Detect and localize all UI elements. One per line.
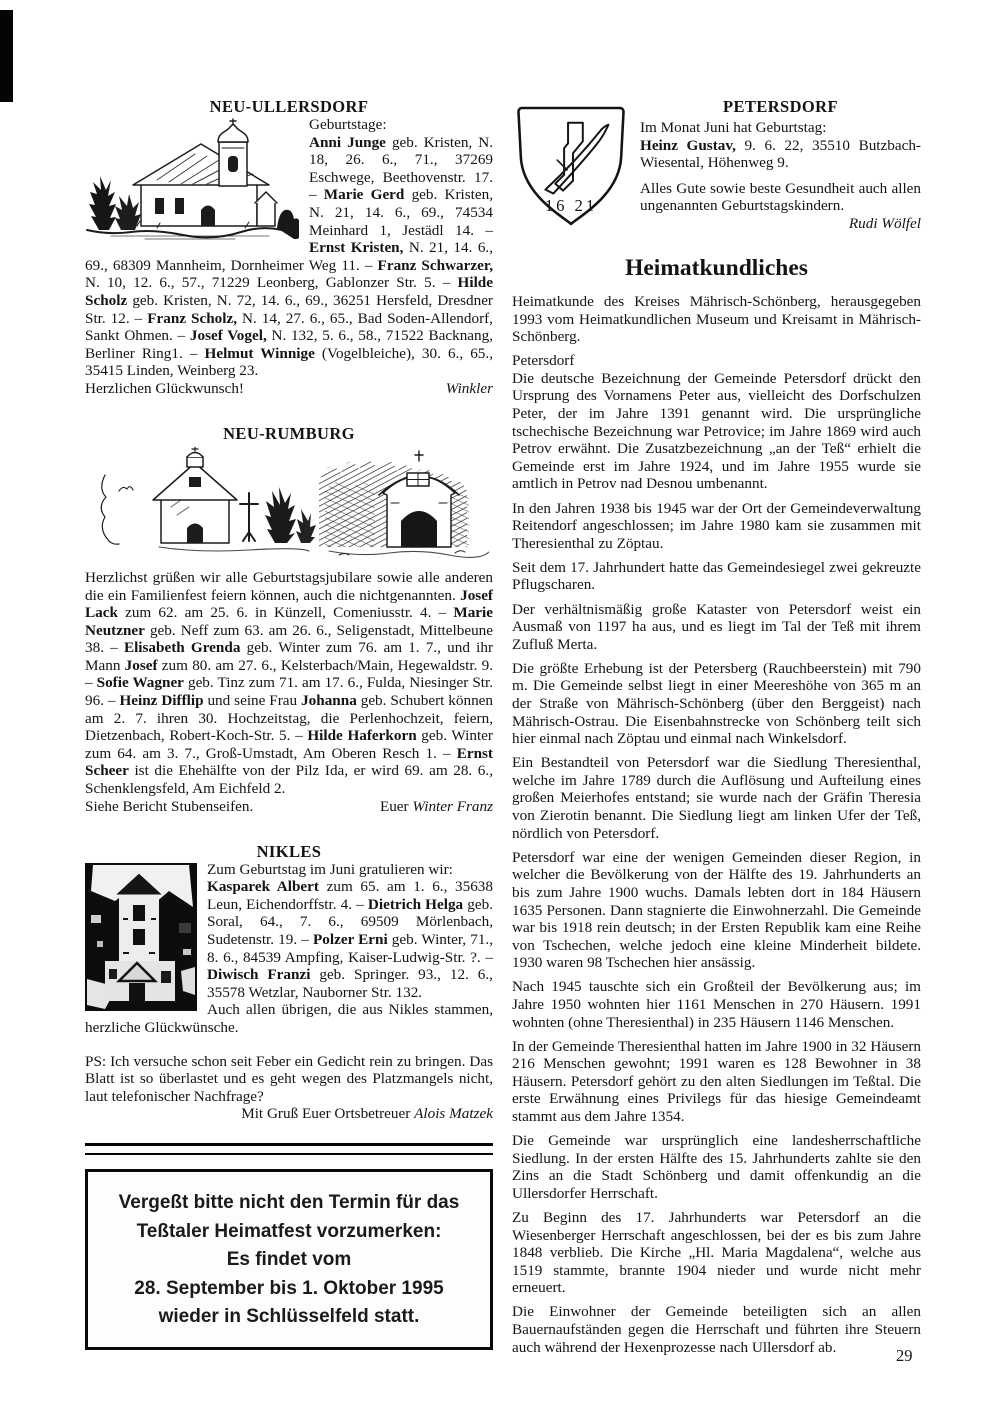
petersdorf-shield-icon <box>512 101 630 236</box>
paragraph-intro: Heimatkunde des Kreises Mährisch-Schönberg, herausgegeben 1993 vom Heimatkundlichen Museum und Kreisamt in Mährisch-Schönberg. <box>512 293 921 346</box>
announcement-line: Es findet vom <box>226 1249 352 1271</box>
paragraph: Seit dem 17. Jahrhundert hatte das Gemeindesiegel zwei gekreuzte Pflugscharen. <box>512 558 921 594</box>
neu-ullersdorf-church-illustration <box>85 118 299 245</box>
double-rule-divider <box>85 1143 493 1155</box>
neu-ullersdorf-closing-row <box>85 380 493 398</box>
nikles-lead: Zum Geburtstag im Juni gratulieren wir: <box>207 860 453 878</box>
heimatkundliches-title: Heimatkundliches <box>625 255 808 281</box>
paragraph: Der verhältnismäßig große Kataster von Petersdorf weist ein Ausmaß von 1197 ha aus, und es liegt im Tal der Teß mit ihrem Zufluß Merta. <box>512 600 921 653</box>
paragraph: Die Gemeinde war ursprünglich eine landesherrschaftliche Siedlung. In der ersten Hälfte des 15. Jahrhunderts zahlte sie den Zins an die Stadt Schönberg und damit offenkundig an die Ullersdorfer Herrschaft. <box>512 1132 921 1202</box>
paragraph: In der Gemeinde Theresienthal hatten im Jahre 1900 in 32 Häusern 216 Menschen gewohnt; 1991 waren es 128 Bewohner in 38 Häusern. Petersdorf gehört zu den alten Siedlungen im Teßtal. Die erste Erwähnung eines Privilegs für das hiesige Gemeindeamt stammt aus dem Jahre 1354. <box>512 1037 921 1126</box>
paragraph: In den Jahren 1938 bis 1945 war der Ort der Gemeindeverwaltung Reitendorf angeschlossen; im Jahre 1980 kam sie zusammen mit Theresienthal zu Zöptau. <box>512 499 921 552</box>
neu-ullersdorf-section <box>85 116 493 380</box>
neu-ullersdorf-birthday-list: Anni Junge geb. Kristen, N. 18, 26. 6., 71., 37269 Eschwege, Beethovenstr. 17. – Marie Gerd geb. Kristen, N. 21, 14. 6., 69., 74534 Meinhard 1, Jestädl 14. – Ernst Kristen, N. 21, 14. 6., 69., 68309 Mannheim, Dornheimer Weg 11. – Franz Schwarzer, N. 10, 12. 6., 57., 71229 Leonberg, Gablonzer Str. 5. – Hilde Scholz geb. Kristen, N. 72, 14. 6., 69., 36251 Hersfeld, Dresdner Str. 12. – Franz Scholz, N. 14, 27. 6., 65., Bad Soden-Allendorf, Sankt Ohmen. – Josef Vogel, N. 132, 5. 6., 58., 71522 Backnang, Berliner Ring1. – Helmut Winnige (Vogelbleiche), 30. 6., 65., 35415 Linden, Weinberg 23. <box>85 133 494 380</box>
section-title-neu-rumburg: NEU-RUMBURG <box>223 423 355 443</box>
paragraph: Die größte Erhebung ist der Petersberg (Rauchbeerstein) mit 790 m. Die Gemeinde selbst liegt in einer Meereshöhe von 365 m an der Straße von Mährisch-Schönberg (über den Berggeist) nach Mährisch-Ostrau. Die Eisenbahnstrecke von Schönberg teilt sich hier einmal nach Zöptau und einmal nach Winkelsdorf. <box>512 659 921 748</box>
paragraph: Ein Bestandteil von Petersdorf war die Siedlung Theresienthal, welche im Jahre 1789 durch die Auflösung und Aufteilung eines großen Meierhofes entstand; sie wurde nach der Gräfin Theresia von Zierotin benannt. Die Siedlung liegt am linken Ufer der Teß, nördlich von Petersdorf. <box>512 754 921 842</box>
paragraph: Zu Beginn des 17. Jahrhunderts war Petersdorf an die Wiesenberger Herrschaft angeschlossen, bei der es bis zum Jahre 1848 verblieb. Die Kirche „Hl. Maria Magdalena“, welche aus 1519 stammte, brannte 1904 nieder und wurde nicht mehr erneuert. <box>512 1209 921 1297</box>
shield-year-text: 16 21 <box>544 196 598 216</box>
petersdorf-label: Petersdorf <box>512 352 575 370</box>
birthdays-lead: Geburtstage: <box>309 116 387 133</box>
nikles-signature-row: Mit Gruß Euer Ortsbetreuer Alois Matzek <box>241 1105 493 1123</box>
paragraph: Nach 1945 tauschte sich ein Großteil der Bevölkerung aus; im Jahre 1950 wohnten hier 1161 Menschen in 270 Häusern. 1991 wohnten (ohne Theresienthal) in 235 Häusern 1146 Menschen. <box>512 978 921 1031</box>
closing-text: Herzlichen Glückwunsch! <box>85 379 244 397</box>
heimatfest-announcement-box <box>85 1169 493 1350</box>
announcement-line: wieder in Schlüsselfeld statt. <box>158 1306 420 1328</box>
closing-text: Siehe Bericht Stubenseifen. <box>85 797 254 815</box>
nikles-church-photo <box>85 863 197 1016</box>
scan-artifact-mark <box>0 10 13 102</box>
section-title-neu-ullersdorf: NEU-ULLERSDORF <box>209 97 369 116</box>
neu-rumburg-birthday-list: Herzlichst grüßen wir alle Geburtstagsjubilare sowie alle anderen die ein Familienfest feiern können, auch die nichtgenannten. Josef Lack zum 62. am 25. 6. in Künzell, Comeniusstr. 4. – Marie Neutzner geb. Neff zum 63. am 26. 6., Seligenstadt, Mittelbeune 38. – Elisabeth Grenda geb. Winter zum 76. am 1. 7., und ihr Mann Josef zum 80. am 27. 6., Kelsterbach/Main, Hegewaldstr. 9. – Sofie Wagner geb. Tinz zum 71. am 17. 6., Fulda, Niesinger Str. 96. – Heinz Difflip und seine Frau Johanna geb. Schubert können am 2. 7. ihren 30. Hochzeitstag, die Perlenhochzeit, feiern, Dietzenbach, Robert-Koch-Str. 5. – Hilde Haferkorn geb. Winter zum 64. am 3. 7., Groß-Umstadt, Am Oberen Resch 1. – Ernst Scheer ist die Ehehälfte von der Pilz Ida, er wird 69. am 28. 6., Schenklengsfeld, Am Eichfeld 2. <box>85 568 494 798</box>
paragraph: Petersdorf war eine der wenigen Gemeinden dieser Region, in welcher die Bevölkerung von der Hälfte des 19. Jahrhunderts an bis zum Jahre 1900 wuchs. Damals lebten dort in 184 Häusern 1635 Personen. Dann stagnierte die Einwohnerzahl. Die Gemeinde war bis 1918 rein deutsch; in der Ersten Republik kam eine Reihe von Tschechen, welche jedoch eine kleine Minderheit bildete. 1930 waren 98 Tschechen hier ansässig. <box>512 848 921 972</box>
petersdorf-section <box>512 97 921 238</box>
neu-rumburg-closing-row <box>85 798 493 816</box>
nikles-ps: PS: Ich versuche schon seit Feber ein Gedicht rein zu bringen. Das Blatt ist so überlastet und es geht wegen des Platzmangels nicht, laut telefonischer Nachfrage? <box>85 1052 493 1105</box>
signature: Winkler <box>445 379 493 397</box>
announcement-line: Vergeßt bitte nicht den Termin für das <box>118 1192 460 1214</box>
paragraph: Die deutsche Bezeichnung der Gemeinde Petersdorf drückt den Ursprung des Vornamens Peter aus, vielleicht des Dorfschulzen Peter, der im Jahre 1391 genannt wird. Die ursprüngliche tschechische Bezeichnung war Petrovice; im Jahre 1869 wird auch Petrov erwähnt. Die Zusatzbezeichnung „an der Teß“ erhielt die Gemeinde erst im Jahre 1924, und im Jahre 1955 wurde sie amtlich in Petrov nad Desnou umbenannt. <box>512 369 921 493</box>
petersdorf-wish: Alles Gute sowie beste Gesundheit auch allen ungenannten Geburtstagskindern. <box>640 179 921 215</box>
petersdorf-birthday: Heinz Gustav, 9. 6. 22, 35510 Butzbach-Wiesental, Höhenweg 9. <box>640 136 921 172</box>
announcement-line: Teßtaler Heimatfest vorzumerken: <box>136 1220 442 1242</box>
nikles-birthday-list: Kasparek Albert zum 65. am 1. 6., 35638 Leun, Eichendorffstr. 4. – Dietrich Helga geb. Soral, 64., 7. 6., 69509 Mörlenbach, Sudetenstr. 19. – Polzer Erni geb. Winter, 71., 8. 6., 84539 Ampfing, Kaiser-Ludwig-Str. ?. – Diwisch Franzi geb. Springer. 93., 12. 6., 35578 Wetzlar, Nauborner Str. 132. <box>207 878 494 1001</box>
section-title-nikles: NIKLES <box>256 841 322 861</box>
neu-rumburg-chapels-illustration <box>85 447 493 561</box>
nikles-section <box>85 861 493 1037</box>
right-column <box>512 97 921 1363</box>
signature: Euer Winter Franz <box>379 797 493 815</box>
petersdorf-lead: Im Monat Juni hat Geburtstag: <box>640 119 827 136</box>
paragraph: Die Einwohner der Gemeinde beteiligten sich an allen Bauernaufständen gegen die Herrschaft und führten ihre Steuern auch während der Hexenprozesse nach Ullersdorf ab. <box>512 1303 921 1356</box>
signature: Rudi Wölfel <box>848 214 921 232</box>
page-number: 29 <box>896 1346 913 1365</box>
section-title-petersdorf: PETERSDORF <box>723 97 838 116</box>
nikles-tail: Auch allen übrigen, die aus Nikles stammen, herzliche Glückwünsche. <box>85 1001 493 1036</box>
left-column <box>85 97 493 1350</box>
announcement-line: 28. September bis 1. Oktober 1995 <box>134 1277 444 1299</box>
